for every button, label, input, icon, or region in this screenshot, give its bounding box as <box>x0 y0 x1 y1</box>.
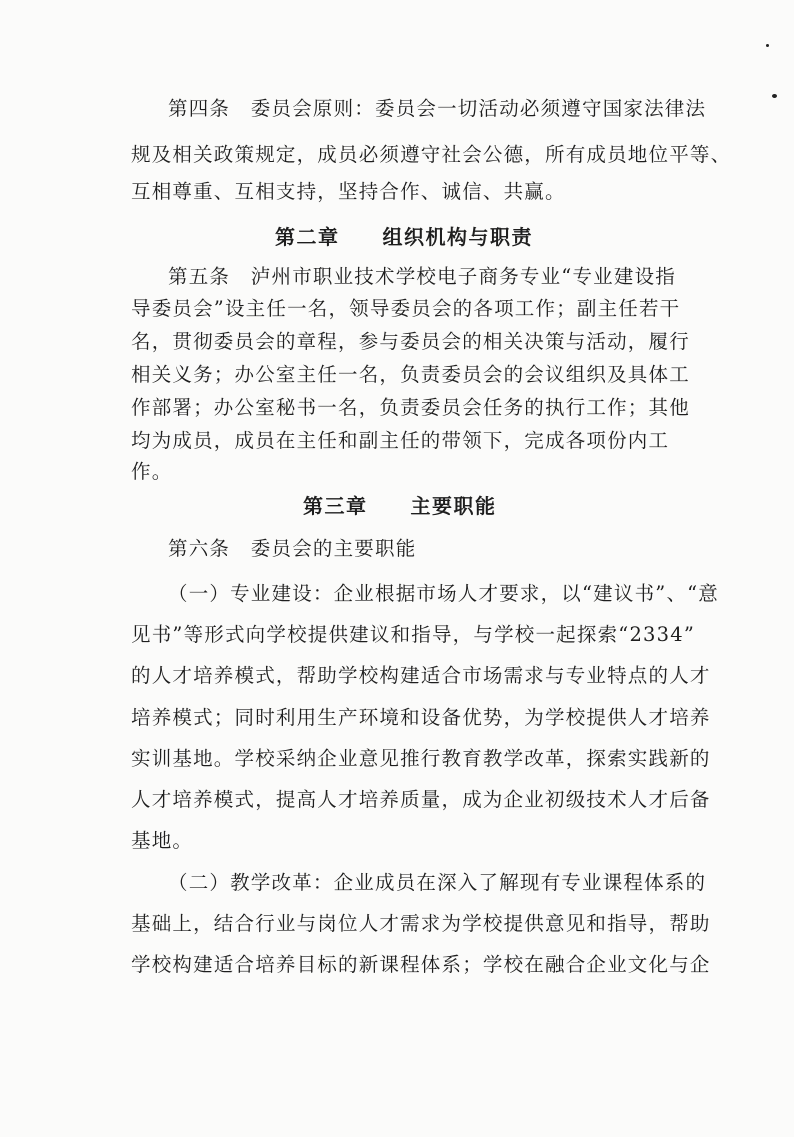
article-4-line-1: 第四条 委员会原则：委员会一切活动必须遵守国家法律法 <box>168 97 707 120</box>
clause-1-line-2: 见书”等形式向学校提供建议和指导，与学校一起探索“2334” <box>131 623 696 646</box>
clause-2-line-1: （二）教学改革：企业成员在深入了解现有专业课程体系的 <box>168 871 707 894</box>
scan-speck <box>766 44 769 47</box>
article-6-title: 第六条 委员会的主要职能 <box>168 537 417 560</box>
clause-1-line-5: 实训基地。学校采纳企业意见推行教育教学改革，探索实践新的 <box>131 747 711 770</box>
article-5-line-6: 均为成员，成员在主任和副主任的带领下，完成各项份内工 <box>131 429 670 452</box>
clause-1-line-4: 培养模式；同时利用生产环境和设备优势，为学校提供人才培养 <box>131 706 711 729</box>
article-5-line-5: 作部署；办公室秘书一名，负责委员会任务的执行工作；其他 <box>131 396 690 419</box>
clause-1-line-7: 基地。 <box>131 829 194 852</box>
clause-1-line-3: 的人才培养模式，帮助学校构建适合市场需求与专业特点的人才 <box>131 664 711 687</box>
scan-speck <box>772 94 777 98</box>
article-5-line-3: 名，贯彻委员会的章程，参与委员会的相关决策与活动，履行 <box>131 330 690 353</box>
clause-2-line-2: 基础上，结合行业与岗位人才需求为学校提供意见和指导，帮助 <box>131 912 711 935</box>
chapter-3-heading: 第三章 主要职能 <box>303 494 497 518</box>
article-5-line-1: 第五条 泸州市职业技术学校电子商务专业“专业建设指 <box>168 265 676 288</box>
clause-1-line-6: 人才培养模式，提高人才培养质量，成为企业初级技术人才后备 <box>131 788 711 811</box>
clause-2-line-3: 学校构建适合培养目标的新课程体系；学校在融合企业文化与企 <box>131 953 711 976</box>
article-5-line-7: 作。 <box>131 460 173 483</box>
article-5-line-2: 导委员会”设主任一名，领导委员会的各项工作；副主任若干 <box>131 297 681 320</box>
article-5-line-4: 相关义务；办公室主任一名，负责委员会的会议组织及具体工 <box>131 363 690 386</box>
article-4-line-3: 互相尊重、互相支持，坚持合作、诚信、共赢。 <box>131 180 566 203</box>
clause-1-line-1: （一）专业建设：企业根据市场人才要求，以“建议书”、“意 <box>168 582 720 605</box>
article-4-line-2: 规及相关政策规定，成员必须遵守社会公德，所有成员地位平等、 <box>131 143 732 166</box>
chapter-2-heading: 第二章 组织机构与职责 <box>275 225 533 249</box>
